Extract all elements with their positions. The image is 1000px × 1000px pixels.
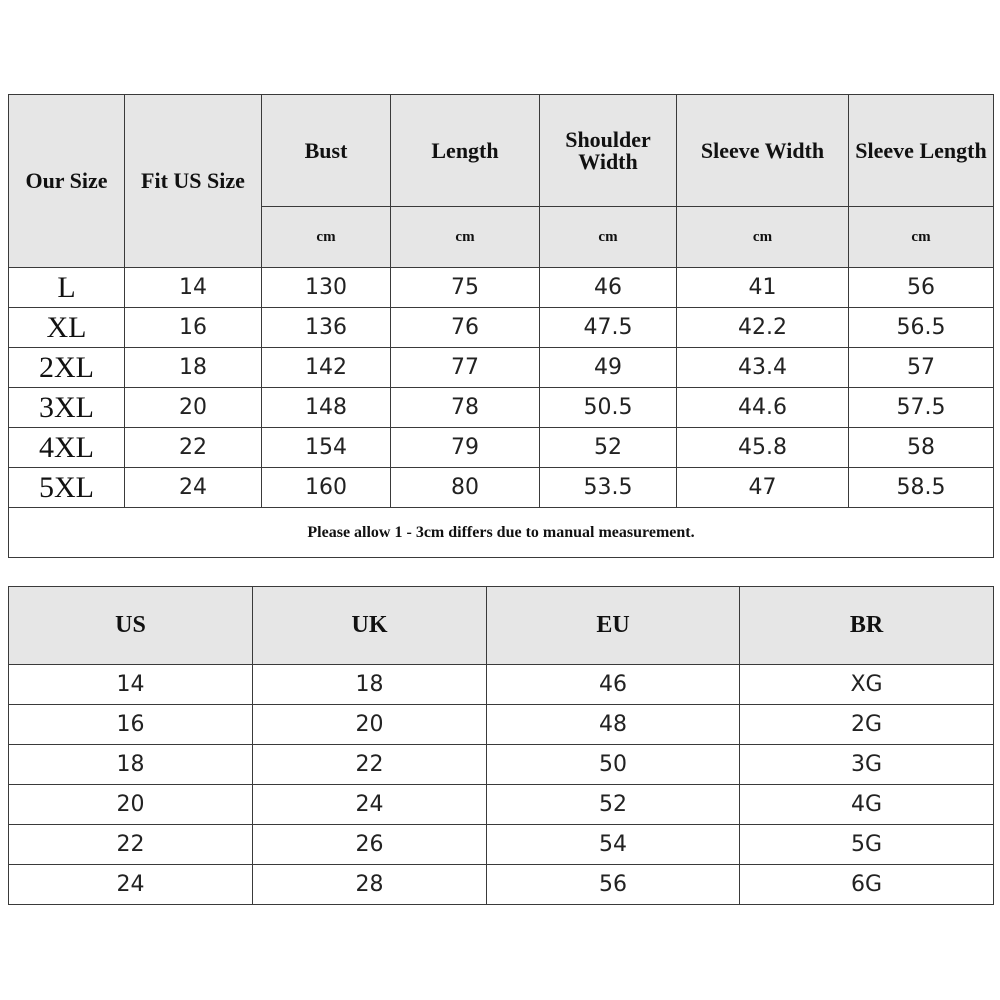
our-size-cell: L [9,268,125,308]
uk-cell: 26 [253,825,487,865]
bust-cell: 160 [262,468,391,508]
sleeve-length-cell: 56 [849,268,994,308]
header-sleeve-length: Sleeve Length [849,95,994,207]
header-fit-us-size: Fit US Size [125,95,262,268]
table-row [9,468,994,508]
our-size-cell: 4XL [9,428,125,468]
br-cell: XG [740,665,994,705]
sleeve-width-cell: 45.8 [677,428,849,468]
sleeve-length-cell: 58 [849,428,994,468]
our-size-cell: 3XL [9,388,125,428]
header-shoulder-width: Shoulder Width [540,95,677,207]
table-row [9,785,994,825]
unit-length: cm [391,207,540,268]
table-row [9,665,994,705]
length-cell: 79 [391,428,540,468]
table-row [9,308,994,348]
table-row [9,825,994,865]
header-bust: Bust [262,95,391,207]
table-row [9,705,994,745]
us-cell: 18 [9,745,253,785]
table-row [9,268,994,308]
uk-cell: 24 [253,785,487,825]
br-cell: 3G [740,745,994,785]
header-eu: EU [487,587,740,665]
us-cell: 16 [9,705,253,745]
eu-cell: 46 [487,665,740,705]
header-uk: UK [253,587,487,665]
length-cell: 80 [391,468,540,508]
unit-sleeve-length: cm [849,207,994,268]
table-row [9,745,994,785]
eu-cell: 54 [487,825,740,865]
shoulder-width-cell: 50.5 [540,388,677,428]
sleeve-width-cell: 42.2 [677,308,849,348]
uk-cell: 22 [253,745,487,785]
br-cell: 4G [740,785,994,825]
uk-cell: 20 [253,705,487,745]
sleeve-width-cell: 43.4 [677,348,849,388]
shoulder-width-cell: 53.5 [540,468,677,508]
our-size-cell: XL [9,308,125,348]
uk-cell: 18 [253,665,487,705]
br-cell: 5G [740,825,994,865]
sleeve-length-cell: 56.5 [849,308,994,348]
eu-cell: 56 [487,865,740,905]
shoulder-width-cell: 47.5 [540,308,677,348]
fit-us-size-cell: 18 [125,348,262,388]
shoulder-width-cell: 49 [540,348,677,388]
unit-bust: cm [262,207,391,268]
br-cell: 2G [740,705,994,745]
bust-cell: 148 [262,388,391,428]
measurement-note: Please allow 1 - 3cm differs due to manual measurement. [9,508,994,558]
fit-us-size-cell: 14 [125,268,262,308]
table-row [9,865,994,905]
fit-us-size-cell: 24 [125,468,262,508]
fit-us-size-cell: 20 [125,388,262,428]
sleeve-length-cell: 57.5 [849,388,994,428]
br-cell: 6G [740,865,994,905]
header-our-size: Our Size [9,95,125,268]
length-cell: 78 [391,388,540,428]
bust-cell: 154 [262,428,391,468]
eu-cell: 48 [487,705,740,745]
header-us: US [9,587,253,665]
sleeve-width-cell: 41 [677,268,849,308]
bust-cell: 130 [262,268,391,308]
size-chart-table [8,94,994,558]
us-cell: 24 [9,865,253,905]
sleeve-width-cell: 44.6 [677,388,849,428]
table-row [9,428,994,468]
sleeve-width-cell: 47 [677,468,849,508]
length-cell: 77 [391,348,540,388]
bust-cell: 142 [262,348,391,388]
length-cell: 76 [391,308,540,348]
eu-cell: 52 [487,785,740,825]
shoulder-width-cell: 52 [540,428,677,468]
us-cell: 20 [9,785,253,825]
header-sleeve-width: Sleeve Width [677,95,849,207]
eu-cell: 50 [487,745,740,785]
table-row [9,348,994,388]
uk-cell: 28 [253,865,487,905]
our-size-cell: 2XL [9,348,125,388]
table-row [9,388,994,428]
size-conversion-table [8,586,994,905]
header-length: Length [391,95,540,207]
bust-cell: 136 [262,308,391,348]
unit-shoulder-width: cm [540,207,677,268]
header-br: BR [740,587,994,665]
us-cell: 22 [9,825,253,865]
length-cell: 75 [391,268,540,308]
shoulder-width-cell: 46 [540,268,677,308]
fit-us-size-cell: 22 [125,428,262,468]
our-size-cell: 5XL [9,468,125,508]
sleeve-length-cell: 57 [849,348,994,388]
us-cell: 14 [9,665,253,705]
fit-us-size-cell: 16 [125,308,262,348]
sleeve-length-cell: 58.5 [849,468,994,508]
unit-sleeve-width: cm [677,207,849,268]
